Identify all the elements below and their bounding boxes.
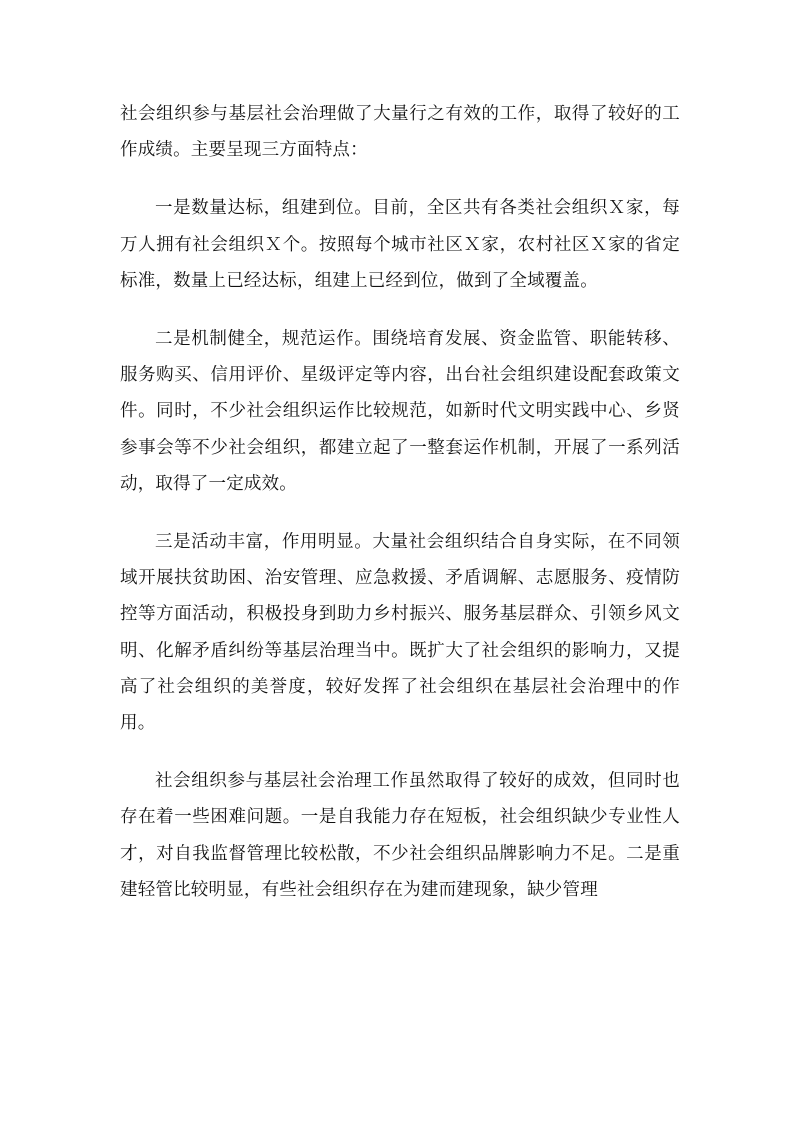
paragraph-problems: 社会组织参与基层社会治理工作虽然取得了较好的成效，但同时也存在着一些困难问题。一是自我能力存在短板，社会组织缺少专业性人才，对自我监督管理比较松散，不少社会组织品牌影响力不足。二是重建轻管比较明显，有些社会组织存在为建而建现象，缺少管理 [120, 771, 680, 900]
paragraph-spacer [120, 741, 680, 763]
paragraph-point-two: 二是机制健全，规范运作。围绕培育发展、资金监管、职能转移、服务购买、信用评价、星级评定等内容，出台社会组织建设配套政策文件。同时，不少社会组织运作比较规范，如新时代文明实践中心、乡贤参事会等不少社会组织，都建立起了一整套运作机制，开展了一系列活动，取得了一定成效。 [120, 329, 680, 494]
paragraph-intro: 社会组织参与基层社会治理做了大量行之有效的工作，取得了较好的工作成绩。主要呈现三方面特点： [120, 104, 680, 161]
paragraph-spacer [120, 502, 680, 524]
paragraph-spacer [120, 299, 680, 321]
paragraph-spacer [120, 168, 680, 190]
paragraph-point-three: 三是活动丰富，作用明显。大量社会组织结合自身实际，在不同领域开展扶贫助困、治安管理、应急救援、矛盾调解、志愿服务、疫情防控等方面活动，积极投身到助力乡村振兴、服务基层群众、引领乡风文明、化解矛盾纠纷等基层治理当中。既扩大了社会组织的影响力，又提高了社会组织的美誉度，较好发挥了社会组织在基层社会治理中的作用。 [120, 532, 680, 734]
document-body [120, 96, 680, 908]
paragraph-point-one: 一是数量达标，组建到位。目前，全区共有各类社会组织Ｘ家，每万人拥有社会组织Ｘ个。按照每个城市社区Ｘ家，农村社区Ｘ家的省定标准，数量上已经达标，组建上已经到位，做到了全域覆盖。 [120, 198, 680, 291]
